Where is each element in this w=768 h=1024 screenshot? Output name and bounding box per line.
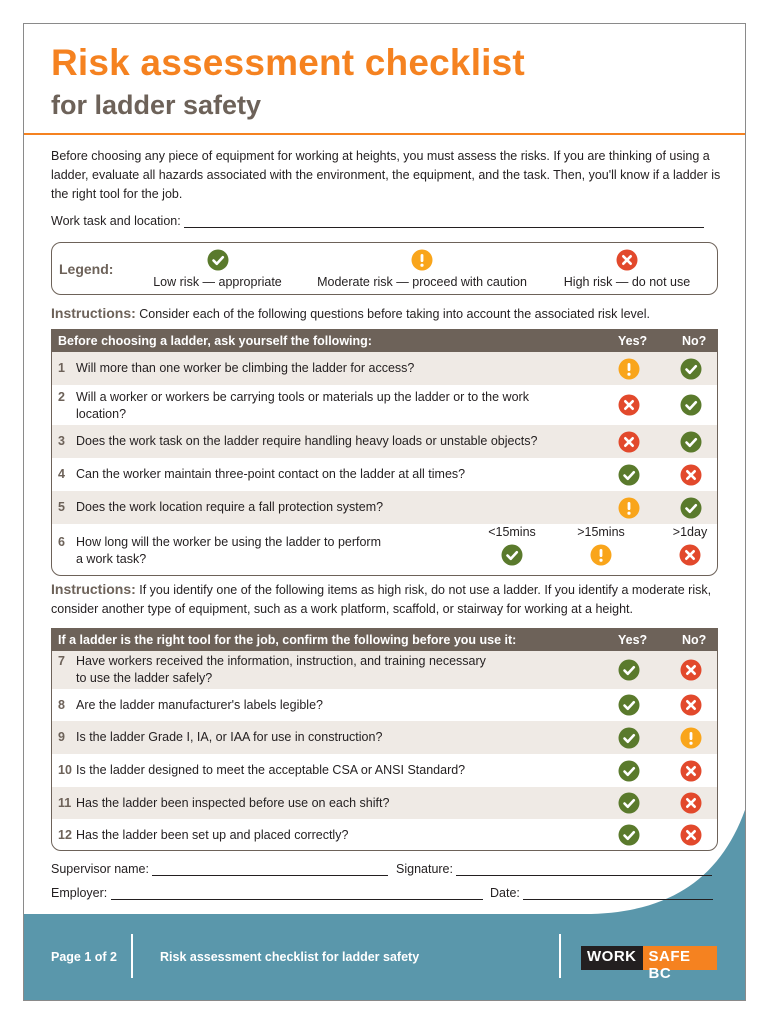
row-number: 7 — [58, 654, 65, 668]
row-question: Does the work task on the ladder require handling heavy loads or unstable objects? — [76, 434, 538, 448]
exclamation-circle-icon — [618, 497, 640, 519]
footer-divider — [131, 934, 133, 978]
legend-high — [557, 249, 697, 289]
check-circle-icon — [618, 694, 640, 716]
table-row — [52, 689, 717, 721]
row-question: Have workers received the information, instruction, and training necessary — [76, 654, 486, 668]
footer-divider — [559, 934, 561, 978]
row-number: 3 — [58, 434, 65, 448]
document-page — [23, 23, 746, 1001]
x-circle-icon — [616, 249, 638, 271]
check-circle-icon — [680, 431, 702, 453]
date-label: Date: — [490, 886, 520, 900]
date-field — [490, 886, 713, 900]
exclamation-circle-icon — [618, 358, 640, 380]
table-body — [52, 352, 717, 576]
legend-moderate — [309, 249, 535, 289]
x-circle-icon — [680, 760, 702, 782]
legend-high-label: High risk — do not use — [563, 275, 691, 289]
exclamation-circle-icon — [680, 727, 702, 749]
table-row — [52, 721, 717, 754]
employer-label: Employer: — [51, 886, 108, 900]
check-circle-icon — [680, 358, 702, 380]
legend-low-label: Low risk — appropriate — [153, 275, 282, 289]
work-task-field — [51, 214, 704, 228]
legend-title: Legend: — [59, 261, 114, 277]
table-row — [52, 651, 717, 689]
instructions-2-label: Instructions: — [51, 581, 136, 597]
row-number: 2 — [58, 390, 65, 404]
exclamation-circle-icon — [411, 249, 433, 271]
table-row — [52, 458, 717, 491]
x-circle-icon — [680, 694, 702, 716]
row-number: 11 — [58, 796, 72, 810]
instructions-2-text: If you identify one of the following items as high risk, do not use a ladder. If you identify a moderate risk, consider another type of equipment, such as a work platform, scaffold, or stairway for working at a height. — [51, 583, 712, 616]
row-number: 4 — [58, 467, 65, 481]
instructions-1-text: Consider each of the following questions before taking into account the associated risk level. — [135, 307, 650, 321]
table-header-question: Before choosing a ladder, ask yourself the following: — [58, 334, 372, 348]
row-number: 1 — [58, 361, 65, 375]
instructions-1 — [51, 304, 721, 324]
legend-moderate-label: Moderate risk — proceed with caution — [317, 275, 527, 289]
table-header-no: No? — [682, 334, 707, 348]
table-row — [52, 385, 717, 425]
row-number: 12 — [58, 828, 72, 842]
row-question: How long will the worker be using the ladder to perform — [76, 535, 382, 549]
supervisor-field — [51, 862, 388, 876]
table-header-yes: Yes? — [618, 334, 648, 348]
table-header — [52, 629, 717, 651]
footer-title: Risk assessment checklist for ladder safety — [160, 950, 420, 964]
row-question: Has the ladder been inspected before use on each shift? — [76, 796, 390, 810]
row-question: Will more than one worker be climbing the ladder for access? — [76, 361, 415, 375]
page-footer — [24, 916, 746, 1001]
duration-label: >15mins — [577, 525, 625, 539]
x-circle-icon — [618, 394, 640, 416]
legend-box — [51, 242, 718, 295]
duration-label: <15mins — [488, 525, 536, 539]
intro-paragraph: Before choosing any piece of equipment for working at heights, you must assess the risks. If you are thinking of using a ladder, evaluate all hazards associated with the environment, the equipment, and the task. Then, you'll know if a ladder is the right tool for the job. — [51, 149, 721, 201]
pre-choice-table — [51, 329, 718, 576]
supervisor-input-line[interactable] — [152, 875, 388, 876]
work-task-label: Work task and location: — [51, 214, 181, 228]
row-number: 5 — [58, 500, 65, 514]
row-question: Is the ladder Grade I, IA, or IAA for use in construction? — [76, 730, 383, 744]
instructions-2 — [51, 580, 721, 619]
row-question-cont: to use the ladder safely? — [76, 671, 213, 685]
table-row — [52, 352, 717, 385]
row-question: Is the ladder designed to meet the acceptable CSA or ANSI Standard? — [76, 763, 466, 777]
page-subtitle: for ladder safety — [51, 90, 262, 120]
exclamation-circle-icon — [590, 544, 612, 566]
row-question: Are the ladder manufacturer's labels legible? — [76, 698, 323, 712]
check-circle-icon — [618, 760, 640, 782]
logo-part-safebc: SAFE BC — [643, 946, 718, 970]
check-circle-icon — [207, 249, 229, 271]
row-number: 9 — [58, 730, 65, 744]
table-header — [52, 330, 717, 352]
check-circle-icon — [501, 544, 523, 566]
x-circle-icon — [680, 659, 702, 681]
check-circle-icon — [618, 727, 640, 749]
row-number: 6 — [58, 535, 65, 549]
page-title: Risk assessment checklist — [51, 42, 525, 83]
logo-part-work: WORK — [581, 946, 643, 970]
row-question: Has the ladder been set up and placed correctly? — [76, 828, 349, 842]
check-circle-icon — [680, 394, 702, 416]
x-circle-icon — [618, 431, 640, 453]
table-row — [52, 754, 717, 787]
employer-field — [51, 886, 483, 900]
duration-label: >1day — [672, 525, 708, 539]
table-header-yes: Yes? — [618, 633, 648, 647]
legend-low — [150, 249, 285, 289]
employer-input-line[interactable] — [111, 899, 483, 900]
row-question: Can the worker maintain three-point contact on the ladder at all times? — [76, 467, 466, 481]
page-number: Page 1 of 2 — [51, 950, 117, 964]
date-input-line[interactable] — [523, 899, 713, 900]
row-number: 8 — [58, 698, 65, 712]
check-circle-icon — [618, 659, 640, 681]
row-question: Will a worker or workers be carrying tools or materials up the ladder or to the work location? — [76, 390, 529, 421]
title-divider — [24, 133, 746, 135]
x-circle-icon — [679, 544, 701, 566]
table-header-question: If a ladder is the right tool for the job, confirm the following before you use it: — [58, 633, 517, 647]
row-number: 10 — [58, 763, 72, 777]
work-task-input-line[interactable] — [184, 227, 704, 228]
table-row — [52, 491, 717, 524]
check-circle-icon — [618, 464, 640, 486]
row-question: Does the work location require a fall protection system? — [76, 500, 384, 514]
signature-field — [396, 862, 712, 876]
signature-input-line[interactable] — [456, 875, 712, 876]
x-circle-icon — [680, 464, 702, 486]
signature-label: Signature: — [396, 862, 453, 876]
check-circle-icon — [680, 497, 702, 519]
worksafebc-logo — [581, 946, 717, 982]
table-row — [52, 425, 717, 458]
instructions-1-label: Instructions: — [51, 305, 136, 321]
row-question-cont: a work task? — [76, 552, 147, 566]
table-header-no: No? — [682, 633, 707, 647]
table-row — [52, 524, 717, 576]
supervisor-label: Supervisor name: — [51, 862, 149, 876]
